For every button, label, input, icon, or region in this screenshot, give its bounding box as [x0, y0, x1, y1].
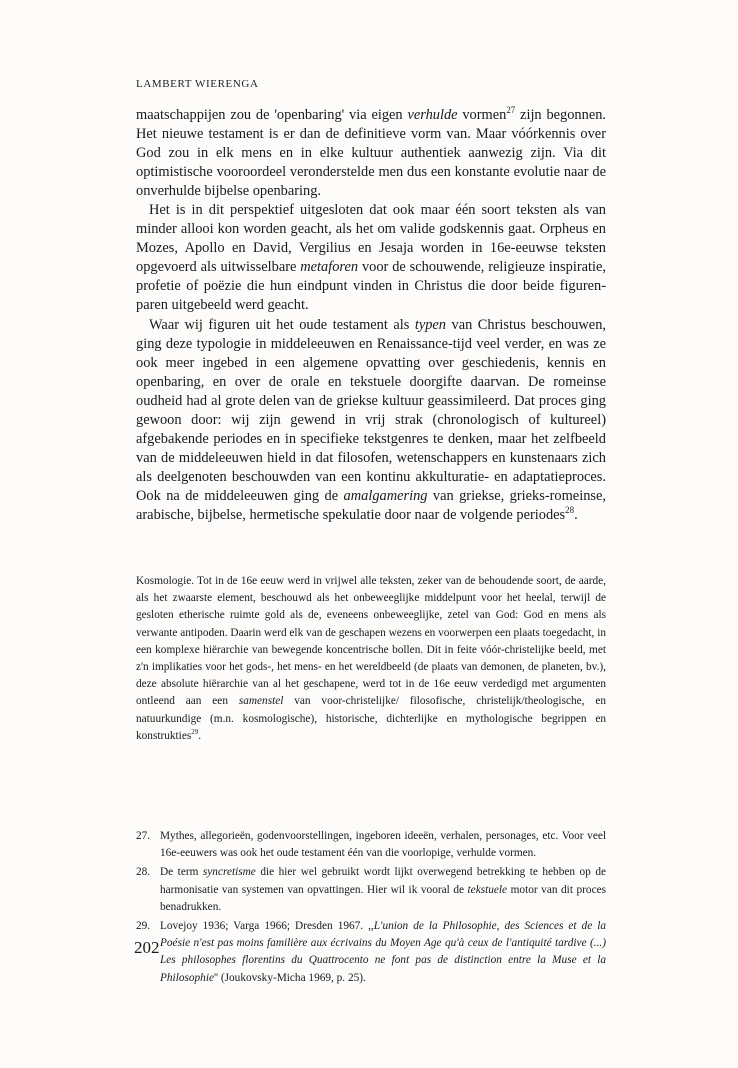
text-run: maatschappijen zou de 'openbaring' via eigen — [136, 107, 408, 123]
footnote-text — [160, 918, 606, 987]
italic-term: syncretisme — [202, 866, 256, 879]
paragraph-2 — [136, 201, 606, 315]
footnote-ref-27: 27 — [506, 105, 516, 116]
footnote-number: 29. — [136, 920, 151, 933]
footnote-ref-28: 28 — [565, 505, 575, 516]
footnote-text — [160, 864, 606, 916]
paragraph-3 — [136, 316, 606, 526]
italic-term: tekstuele — [467, 883, 508, 896]
footnote-number: 27. — [136, 830, 151, 842]
italic-quote: L'union de la Philosophie, des Sciences et de la Poésie n'est pas moins familière aux écrivains du Moyen Age qu'à ceux de l'antiquité tardive (...) Les philosophes florentins du Quattrocento ne font pas de distinction entre la Muse et la Philosophie — [160, 920, 606, 984]
footnote-ref-29: 29 — [191, 728, 199, 737]
text-run: voor de schouwende, religieuze inspiratie, profetie of poëzie die hun eindpunt vinden in Christus die door beide figuren-paren uitgebeeld werd geacht. — [136, 259, 606, 314]
running-head: LAMBERT WIERENGA — [136, 78, 259, 90]
paragraph-1 — [136, 106, 606, 201]
italic-term: typen — [414, 316, 446, 333]
text-run: Waar wij figuren uit het oude testament als — [149, 316, 415, 333]
text-run: motor van dit proces benadrukken. — [160, 883, 606, 913]
text-run: vormen — [457, 107, 507, 123]
footnote-number: 28. — [136, 866, 151, 879]
main-text — [136, 106, 606, 525]
italic-term: samenstel — [238, 695, 284, 708]
text-run: Het is in dit perspektief uitgesloten dat ook maar één soort teksten als van minder allooi kon worden geacht, als het om valide godskennis gaat. Orpheus en Mozes, Apollo en David, Vergilius en Jesaja worden in 16e-eeuwse teksten opgevoerd als uitwisselbare — [136, 202, 606, 276]
text-run: die hier wel gebruikt wordt lijkt overwegend betrekking te hebben op de harmonisatie van systemen van opvattingen. Hier wil ik vooral de — [160, 866, 606, 896]
text-run: zijn begonnen. Het nieuwe testament is er dan de definitieve vorm van. Maar vóórkennis over God zou in elk mens en in elke kultuur authentiek aanwezig zijn. Via dit optimistische vooroordeel veronderstelde men dus een konstante evolutie naar de onverhulde bijbelse openbaring. — [136, 107, 606, 200]
text-run: Mythes, allegorieën, godenvoorstellingen, ingeboren ideeën, verhalen, personages, etc. Voor veel 16e-eeuwers was ook het oude testament één van die voorlopige, verhulde vormen. — [160, 830, 606, 860]
footnote-28 — [136, 864, 606, 916]
text-run: . — [198, 729, 202, 742]
indented-block-kosmologie — [136, 573, 606, 745]
page-number: 202 — [134, 938, 160, 957]
text-run: Kosmologie. Tot in de 16e eeuw werd in vrijwel alle teksten, zeker van de behoudende soort, de aarde, als het zwaarste element, beschouwd als het onbeweeglijke middelpunt voor het heelal, terwijl de gesloten etherische ruimte gold als de, eveneens onbeweeglijke, zetel van God: God en mens als verwante antipoden. Daarin werd elk van de geschapen wezens en voorwerpen een plaats toegedacht, in een komplexe hiërarchie van bewegende koncentrische bollen. Dit in feite vóór-christelijke beeld, met z'n implikaties voor het gods-, het mens- en het wereldbeeld (de plaats van demonen, de planeten, bv.), deze absolute hiërarchie van al het geschapene, werd tot in de 16e eeuw verdedigd met argumenten ontleend aan een — [136, 575, 606, 708]
footnote-text — [160, 828, 606, 862]
block-paragraph — [136, 573, 606, 745]
text-run: Lovejoy 1936; Varga 1966; Dresden 1967. ,, — [160, 920, 374, 933]
text-run: van griekse, grieks-romeinse, arabische, bijbelse, hermetische spekulatie door naar de volgende periodes — [136, 487, 606, 523]
italic-term: verhulde — [407, 107, 458, 123]
text-run: van voor-christelijke/ filosofische, christelijk/theologische, en natuurkundige (m.n. kosmologische), historische, dichterlijke en mythologische begrippen en konstrukties — [136, 695, 606, 742]
text-run: . — [574, 506, 578, 523]
text-run: '' (Joukovsky-Micha 1969, p. 25). — [213, 971, 366, 984]
footnotes — [136, 828, 606, 989]
footnote-27 — [136, 828, 606, 862]
footnote-29 — [136, 918, 606, 987]
text-run: van Christus beschouwen, ging deze typologie in middeleeuwen en Renaissance-tijd veel verder, en was ze ook meer ingebed in een algemene opvatting over geschiedenis, kennis en openbaring, en over de orale en tekstuele doorgifte daarvan. De romeinse oudheid had al grote delen van de griekse kultuur geassimileerd. Dat proces ging gewoon door: wij zijn gewend in vrij strak (chronologisch of kultureel) afgebakende periodes en in specifieke tekstgenres te denken, maar het zelfbeeld van de middeleeuwen hield in dat filosofen, wetenschappers en kunstenaars zich als deelgenoten beschouwden van een kontinu akkulturatie- en adaptatieproces. Ook na de middeleeuwen ging de — [136, 316, 606, 504]
italic-term: amalgamering — [343, 487, 428, 504]
text-run: De term — [160, 866, 203, 879]
italic-term: metaforen — [300, 259, 359, 276]
